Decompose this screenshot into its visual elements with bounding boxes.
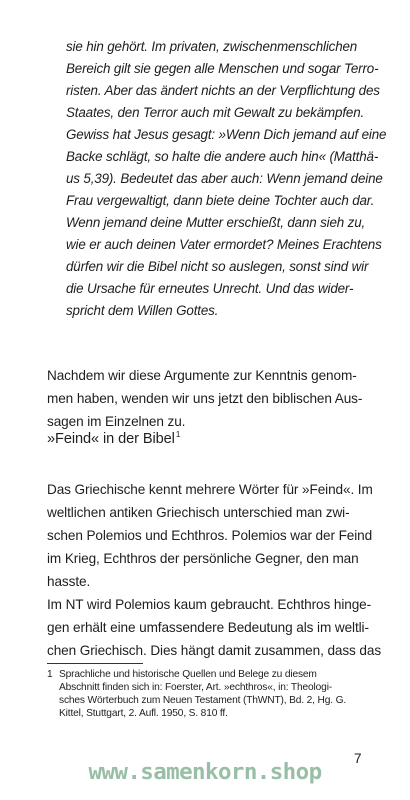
paragraph-line: schen Polemios und Echthros. Polemios war der Feind — [47, 528, 373, 543]
footnote-line: sches Wörterbuch zum Neuen Testament (ThWNT), Bd. 2, Hg. G. — [59, 695, 347, 706]
page-number: 7 — [354, 751, 362, 766]
quote-line: Frau vergewaltigt, dann biete deine Tochter auch dar. — [66, 193, 375, 208]
quote-line: Gewiss hat Jesus gesagt: »Wenn Dich jemand auf eine — [66, 127, 387, 142]
footnote — [47, 668, 367, 720]
quote-line: Wenn jemand deine Mutter erschießt, dann sieh zu, — [66, 215, 366, 230]
quote-line: spricht dem Willen Gottes. — [66, 303, 219, 318]
quote-line: Staates, den Terror auch mit Gewalt zu bekämpfen. — [66, 105, 365, 120]
footnote-reference: 1 — [175, 430, 181, 439]
quote-block — [66, 36, 387, 322]
section-heading-text: »Feind« in der Bibel — [47, 431, 175, 447]
paragraph-line: im Krieg, Echthros der persönliche Gegner, den man — [47, 551, 359, 566]
quote-line: sie hin gehört. Im privaten, zwischenmenschlichen — [66, 39, 358, 54]
quote-line: wie er auch deinen Vater ermordet? Meines Erachtens — [66, 237, 382, 252]
quote-line: die Ursache für erneutes Unrecht. Und das wider- — [66, 281, 354, 296]
footnote-line: Kittel, Stuttgart, 2. Aufl. 1950, S. 810 ff. — [59, 708, 228, 719]
paragraph-line: hasste. — [47, 574, 91, 589]
quote-line: Backe schlägt, so halte die andere auch hin« (Matthä- — [66, 149, 379, 164]
footnote-divider — [47, 663, 143, 664]
footnote-line: Abschnitt finden sich in: Foerster, Art. »echthros«, in: Theologi- — [59, 682, 333, 693]
intro-paragraph — [47, 364, 377, 433]
watermark: www.samenkorn.shop — [88, 759, 322, 785]
paragraph-line: Nachdem wir diese Argumente zur Kenntnis genom- — [47, 368, 357, 383]
quote-line: us 5,39). Bedeutet das aber auch: Wenn jemand deine — [66, 171, 383, 186]
section-heading — [47, 424, 180, 450]
footnote-line — [47, 668, 367, 681]
footnote-number: 1 — [47, 669, 53, 680]
paragraph-line: sagen im Einzelnen zu. — [47, 414, 186, 429]
paragraph-line: weltlichen antiken Griechisch unterschied man zwi- — [47, 505, 350, 520]
quote-line: risten. Aber das ändert nichts an der Verpflichtung des — [66, 83, 380, 98]
paragraph-line: men haben, wenden wir uns jetzt den biblischen Aus- — [47, 391, 363, 406]
paragraph-line: gen erhält eine umfassendere Bedeutung als im weltli- — [47, 620, 369, 635]
quote-line: Bereich gilt sie gegen alle Menschen und sogar Terro- — [66, 61, 379, 76]
paragraph-line: Im NT wird Polemios kaum gebraucht. Echthros hinge- — [47, 597, 372, 612]
paragraph-line: chen Griechisch. Dies hängt damit zusammen, dass das — [47, 643, 382, 658]
quote-line: dürfen wir die Bibel nicht so auslegen, sonst sind wir — [66, 259, 369, 274]
body-paragraph — [47, 478, 382, 662]
footnote-text: Sprachliche und historische Quellen und Belege zu diesem — [59, 669, 317, 680]
paragraph-line: Das Griechische kennt mehrere Wörter für »Feind«. Im — [47, 482, 373, 497]
